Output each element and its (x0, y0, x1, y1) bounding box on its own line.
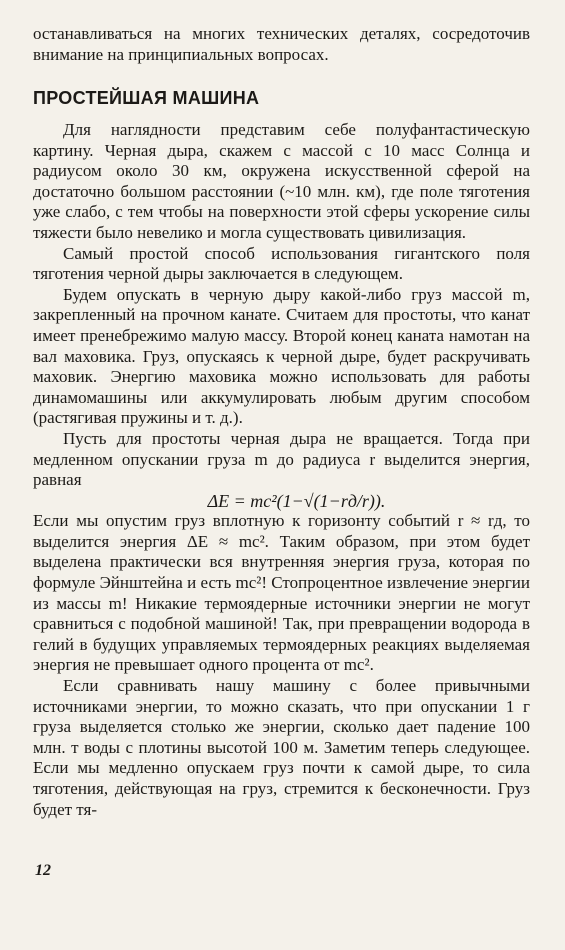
paragraph: Самый простой способ использования гигантского поля тяготения черной дыры заключается в следующем. (33, 243, 530, 284)
section-heading: ПРОСТЕЙШАЯ МАШИНА (33, 88, 260, 108)
paragraph: Пусть для простоты черная дыра не вращается. Тогда при медленном опускании груза m до радиуса r выделится энергия, равная (33, 428, 530, 490)
energy-formula: ΔE = mc²(1−√(1−rд/r)). (207, 490, 386, 511)
paragraph: Если мы опустим груз вплотную к горизонту событий r ≈ rд, то выделится энергия ΔE ≈ mc². Таким образом, при этом будет выделена практически вся внутренняя энергия груза, которая по формуле Эйнштейна и есть mc²! Стопроцентное извлечение энергии из массы m! Никакие термоядерные источники энергии не могут сравниться с подобной машиной! Так, при превращении водорода в гелий в будущих управляемых термоядерных реакциях выделяемая энергия не превышает одного процента от mc². (33, 511, 530, 675)
paragraph: Будем опускать в черную дыру какой-либо груз массой m, закрепленный на прочном канате. Считаем для простоты, что канат имеет пренебрежимо малую массу. Второй конец каната намотан на вал маховика. Груз, опускаясь к черной дыре, будет раскручивать маховик. Энергию маховика можно использовать для работы динамомашины или аккумулировать любым другим способом (растягивая пружины и т. д.). (33, 284, 530, 428)
paragraph: Если сравнивать нашу машину с более привычными источниками энергии, то можно сказать, что при опускании 1 г груза выделяется столько же энергии, сколько дает падение 100 млн. т воды с плотины высотой 100 м. Заметим теперь следующее. Если мы медленно опускаем груз почти к самой дыре, то сила тяготения, действующая на груз, стремится к бесконечности. Груз будет тя- (33, 676, 530, 819)
intro-text (33, 24, 530, 65)
paragraph: Для наглядности представим себе полуфантастическую картину. Черная дыра, скажем с массой с 10 масс Солнца и радиусом около 30 км, окружена искусственной сферой на достаточно большом расстоянии (~10 млн. км), где поле тяготения уже слабо, с тем чтобы на поверхности этой сферы ускорение силы тяжести было невелико и могла существовать цивилизация. (33, 120, 530, 242)
section-body (33, 120, 530, 820)
intro-paragraph: останавливаться на многих технических деталях, сосредоточив внимание на принципиальных вопросах. (33, 24, 530, 64)
page-number: 12 (35, 862, 51, 879)
